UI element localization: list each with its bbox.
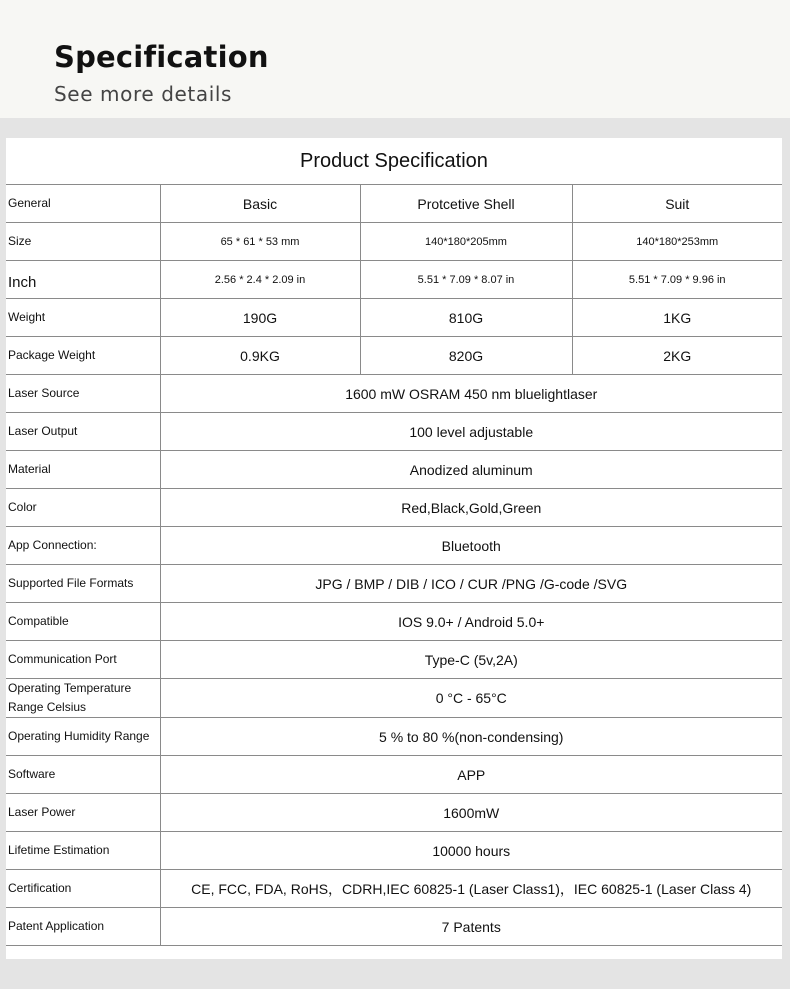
table-row <box>6 261 782 299</box>
package-weight-protective-shell: 820G <box>360 337 572 375</box>
column-header-general: General <box>6 185 160 223</box>
table-row <box>6 908 782 946</box>
row-label-communication-port: Communication Port <box>6 641 160 679</box>
row-label-software: Software <box>6 756 160 794</box>
size-protective-shell: 140*180*205mm <box>360 223 572 261</box>
software-value: APP <box>160 756 782 794</box>
laser-output-value: 100 level adjustable <box>160 413 782 451</box>
laser-power-value: 1600mW <box>160 794 782 832</box>
row-label-material: Material <box>6 451 160 489</box>
page-title: Specification <box>54 40 269 74</box>
table-row <box>6 718 782 756</box>
lifetime-estimation-value: 10000 hours <box>160 832 782 870</box>
table-row <box>6 756 782 794</box>
table-row <box>6 375 782 413</box>
table-row <box>6 527 782 565</box>
row-label-weight: Weight <box>6 299 160 337</box>
patent-application-value: 7 Patents <box>160 908 782 946</box>
operating-humidity-value: 5 % to 80 %(non-condensing) <box>160 718 782 756</box>
app-connection-value: Bluetooth <box>160 527 782 565</box>
column-header-protective-shell: Protcetive Shell <box>360 185 572 223</box>
table-row <box>6 679 782 718</box>
inch-protective-shell: 5.51 * 7.09 * 8.07 in <box>360 261 572 299</box>
row-label-laser-power: Laser Power <box>6 794 160 832</box>
row-label-laser-output: Laser Output <box>6 413 160 451</box>
table-row <box>6 870 782 908</box>
page-subtitle: See more details <box>54 82 233 106</box>
table-row <box>6 451 782 489</box>
table-header-row <box>6 185 782 223</box>
inch-basic: 2.56 * 2.4 * 2.09 in <box>160 261 360 299</box>
spec-table <box>6 184 782 946</box>
row-label-compatible: Compatible <box>6 603 160 641</box>
color-value: Red,Black,Gold,Green <box>160 489 782 527</box>
row-label-size: Size <box>6 223 160 261</box>
row-label-patent-application: Patent Application <box>6 908 160 946</box>
size-suit: 140*180*253mm <box>572 223 782 261</box>
table-row <box>6 223 782 261</box>
column-header-basic: Basic <box>160 185 360 223</box>
row-label-certification: Certification <box>6 870 160 908</box>
laser-source-value: 1600 mW OSRAM 450 nm bluelightlaser <box>160 375 782 413</box>
row-label-operating-temperature: Operating Temperature Range Celsius <box>6 679 160 718</box>
spec-table-title: Product Specification <box>300 149 488 172</box>
table-row <box>6 641 782 679</box>
row-label-operating-humidity: Operating Humidity Range <box>6 718 160 756</box>
table-row <box>6 603 782 641</box>
material-value: Anodized aluminum <box>160 451 782 489</box>
row-label-app-connection: App Connection: <box>6 527 160 565</box>
row-label-color: Color <box>6 489 160 527</box>
table-row <box>6 565 782 603</box>
page-header <box>0 0 790 118</box>
package-weight-suit: 2KG <box>572 337 782 375</box>
certification-value: CE, FCC, FDA, RoHS，CDRH,IEC 60825-1 (Laser Class1)，IEC 60825-1 (Laser Class 4) <box>160 870 782 908</box>
weight-basic: 190G <box>160 299 360 337</box>
inch-suit: 5.51 * 7.09 * 9.96 in <box>572 261 782 299</box>
table-row <box>6 337 782 375</box>
file-formats-value: JPG / BMP / DIB / ICO / CUR /PNG /G-code /SVG <box>160 565 782 603</box>
weight-suit: 1KG <box>572 299 782 337</box>
row-label-package-weight: Package Weight <box>6 337 160 375</box>
row-label-inch: Inch <box>6 261 160 299</box>
row-label-file-formats: Supported File Formats <box>6 565 160 603</box>
table-row <box>6 794 782 832</box>
table-row <box>6 489 782 527</box>
table-row <box>6 832 782 870</box>
package-weight-basic: 0.9KG <box>160 337 360 375</box>
row-label-laser-source: Laser Source <box>6 375 160 413</box>
table-row <box>6 413 782 451</box>
compatible-value: IOS 9.0+ / Android 5.0+ <box>160 603 782 641</box>
operating-temperature-value: 0 °C - 65°C <box>160 679 782 718</box>
column-header-suit: Suit <box>572 185 782 223</box>
communication-port-value: Type-C (5v,2A) <box>160 641 782 679</box>
weight-protective-shell: 810G <box>360 299 572 337</box>
table-row <box>6 299 782 337</box>
size-basic: 65 * 61 * 53 mm <box>160 223 360 261</box>
row-label-lifetime-estimation: Lifetime Estimation <box>6 832 160 870</box>
